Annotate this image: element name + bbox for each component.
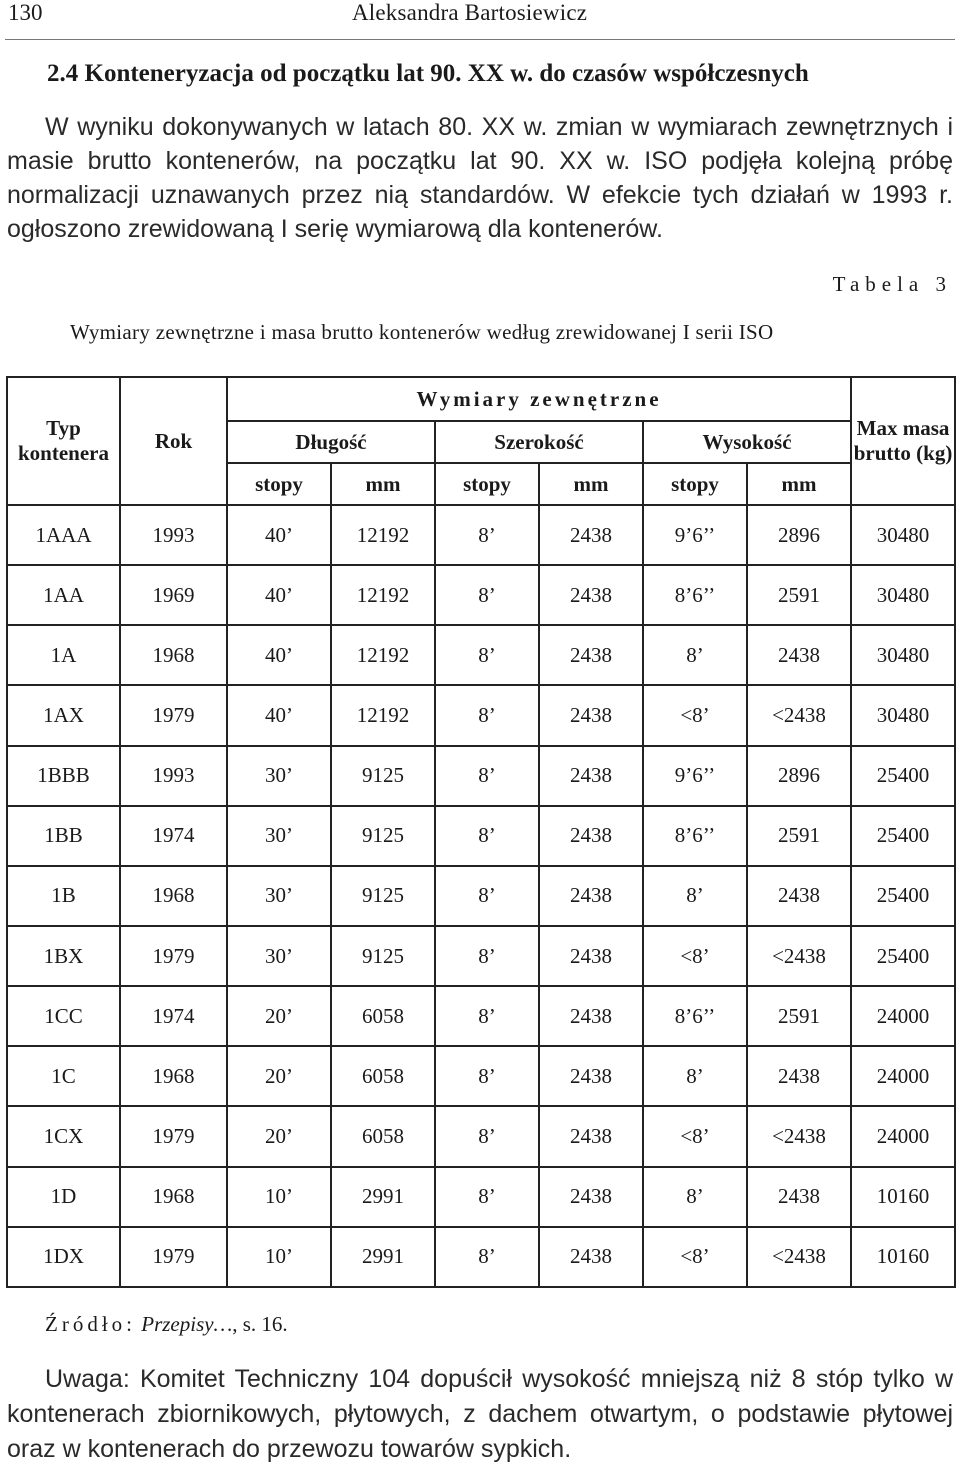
table-cell: 24000 bbox=[851, 1106, 955, 1166]
table-cell: <2438 bbox=[747, 926, 851, 986]
table-row bbox=[7, 806, 955, 866]
header-year: Rok bbox=[120, 377, 227, 505]
table-cell: 2438 bbox=[539, 926, 643, 986]
table-cell: 1AX bbox=[7, 685, 120, 745]
table-cell: 40’ bbox=[227, 565, 331, 625]
table-cell: 2438 bbox=[747, 625, 851, 685]
table-cell: 12192 bbox=[331, 685, 435, 745]
header-dimensions-group: Wymiary zewnętrzne bbox=[227, 377, 851, 421]
header-width: Szerokość bbox=[435, 421, 643, 463]
table-cell: 8’ bbox=[435, 685, 539, 745]
source-title: Przepisy… bbox=[141, 1312, 233, 1336]
table-note: Uwaga: Komitet Techniczny 104 dopuścił wysokość mniejszą niż 8 stóp tylko w kontenerach zbiornikowych, płytowych, z dachem otwartym, o podstawie płytowej oraz w kontenerach do przewozu towarów sypkich. bbox=[7, 1365, 953, 1463]
table-cell: 1974 bbox=[120, 806, 227, 866]
table-cell: 9’6’’ bbox=[643, 746, 747, 806]
table-cell: <8’ bbox=[643, 685, 747, 745]
table-cell: 1979 bbox=[120, 1106, 227, 1166]
table-cell: <8’ bbox=[643, 1106, 747, 1166]
table-cell: 1968 bbox=[120, 866, 227, 926]
table-cell: 25400 bbox=[851, 866, 955, 926]
table-row bbox=[7, 1167, 955, 1227]
table-cell: 2591 bbox=[747, 565, 851, 625]
table-cell: 12192 bbox=[331, 505, 435, 565]
table-cell: 6058 bbox=[331, 1046, 435, 1106]
table-cell: 25400 bbox=[851, 806, 955, 866]
table-cell: 1993 bbox=[120, 746, 227, 806]
table-cell: 25400 bbox=[851, 926, 955, 986]
table-cell: 8’ bbox=[435, 1046, 539, 1106]
table-cell: 2438 bbox=[539, 866, 643, 926]
table-cell: 9’6’’ bbox=[643, 505, 747, 565]
header-length: Długość bbox=[227, 421, 435, 463]
table-cell: 8’ bbox=[435, 1106, 539, 1166]
table-cell: 8’ bbox=[435, 746, 539, 806]
table-row bbox=[7, 1106, 955, 1166]
running-head-author: Aleksandra Bartosiewicz bbox=[352, 0, 588, 25]
table-cell: 1AA bbox=[7, 565, 120, 625]
table-cell: 2991 bbox=[331, 1227, 435, 1287]
table-cell: 1968 bbox=[120, 625, 227, 685]
table-cell: 8’ bbox=[643, 866, 747, 926]
table-cell: 8’ bbox=[435, 505, 539, 565]
table-row bbox=[7, 926, 955, 986]
header-rule bbox=[5, 39, 955, 40]
table-source bbox=[45, 1312, 288, 1337]
table-cell: 1AAA bbox=[7, 505, 120, 565]
dimensions-table bbox=[6, 376, 956, 1288]
table-cell: 10160 bbox=[851, 1167, 955, 1227]
table-cell: 2438 bbox=[539, 1106, 643, 1166]
table-cell: 1979 bbox=[120, 685, 227, 745]
table-row bbox=[7, 986, 955, 1046]
table-row bbox=[7, 866, 955, 926]
table-cell: 8’ bbox=[435, 565, 539, 625]
table-cell: 8’ bbox=[643, 1046, 747, 1106]
table-cell: 25400 bbox=[851, 746, 955, 806]
table-cell: 9125 bbox=[331, 866, 435, 926]
table-cell: 2438 bbox=[539, 1227, 643, 1287]
table-cell: 2438 bbox=[747, 1046, 851, 1106]
table-cell: 8’ bbox=[435, 806, 539, 866]
table-cell: 30’ bbox=[227, 746, 331, 806]
table-cell: 1B bbox=[7, 866, 120, 926]
table-cell: 1979 bbox=[120, 1227, 227, 1287]
table-cell: 6058 bbox=[331, 986, 435, 1046]
section-heading: 2.4 Konteneryzacja od początku lat 90. XX w. do czasów współczesnych bbox=[47, 60, 809, 87]
table-row bbox=[7, 625, 955, 685]
table-cell: 9125 bbox=[331, 746, 435, 806]
table-cell: 2438 bbox=[747, 1167, 851, 1227]
table-cell: 1BB bbox=[7, 806, 120, 866]
table-cell: 8’ bbox=[435, 625, 539, 685]
table-cell: 2438 bbox=[539, 685, 643, 745]
table-cell: 2438 bbox=[539, 806, 643, 866]
source-page: , s. 16. bbox=[232, 1312, 288, 1336]
table-cell: 2438 bbox=[539, 1046, 643, 1106]
table-label: Tabela 3 bbox=[832, 272, 952, 296]
header-height: Wysokość bbox=[643, 421, 851, 463]
table-cell: <2438 bbox=[747, 1106, 851, 1166]
table-cell: 2438 bbox=[539, 746, 643, 806]
table-row bbox=[7, 1046, 955, 1106]
table-cell: 8’6’’ bbox=[643, 986, 747, 1046]
table-cell: 30480 bbox=[851, 565, 955, 625]
unit-length-mm: mm bbox=[331, 463, 435, 505]
table-cell: 24000 bbox=[851, 986, 955, 1046]
table-cell: 8’ bbox=[435, 926, 539, 986]
table-cell: 1C bbox=[7, 1046, 120, 1106]
table-caption: Wymiary zewnętrzne i masa brutto kontenerów według zrewidowanej I serii ISO bbox=[70, 320, 774, 344]
table-cell: 1993 bbox=[120, 505, 227, 565]
table-cell: 20’ bbox=[227, 986, 331, 1046]
table-cell: 1BBB bbox=[7, 746, 120, 806]
table-cell: 1BX bbox=[7, 926, 120, 986]
table-cell: <2438 bbox=[747, 685, 851, 745]
table-cell: 30’ bbox=[227, 806, 331, 866]
table-cell: 40’ bbox=[227, 685, 331, 745]
table-cell: 30480 bbox=[851, 685, 955, 745]
table-cell: 1968 bbox=[120, 1167, 227, 1227]
table-cell: 10’ bbox=[227, 1227, 331, 1287]
table-cell: 1969 bbox=[120, 565, 227, 625]
table-cell: 24000 bbox=[851, 1046, 955, 1106]
table-row bbox=[7, 746, 955, 806]
table-cell: 1A bbox=[7, 625, 120, 685]
page-number: 130 bbox=[8, 0, 43, 25]
header-type: Typ kontenera bbox=[7, 377, 120, 505]
table-cell: 40’ bbox=[227, 625, 331, 685]
table-cell: 1974 bbox=[120, 986, 227, 1046]
table-cell: 12192 bbox=[331, 565, 435, 625]
table-cell: 8’ bbox=[643, 1167, 747, 1227]
table-cell: 20’ bbox=[227, 1106, 331, 1166]
table-cell: 6058 bbox=[331, 1106, 435, 1166]
table-cell: 8’6’’ bbox=[643, 806, 747, 866]
table-cell: 1CC bbox=[7, 986, 120, 1046]
unit-width-ft: stopy bbox=[435, 463, 539, 505]
table-cell: 30’ bbox=[227, 866, 331, 926]
table-cell: 1979 bbox=[120, 926, 227, 986]
header-max-mass: Max masa brutto (kg) bbox=[851, 377, 955, 505]
table-cell: 12192 bbox=[331, 625, 435, 685]
table-cell: 20’ bbox=[227, 1046, 331, 1106]
table-row bbox=[7, 1227, 955, 1287]
table-cell: 10’ bbox=[227, 1167, 331, 1227]
table-cell: 30480 bbox=[851, 505, 955, 565]
body-paragraph: W wyniku dokonywanych w latach 80. XX w. zmian w wymiarach zewnętrznych i masie brutto kontenerów, na początku lat 90. XX w. ISO podjęła kolejną próbę normalizacji uznawanych przez nią standardów. W efekcie tych działań w 1993 r. ogłoszono zrewidowaną I serię wymiarową dla kontenerów. bbox=[7, 113, 953, 243]
table-cell: 2438 bbox=[539, 986, 643, 1046]
unit-width-mm: mm bbox=[539, 463, 643, 505]
table-cell: 8’ bbox=[643, 625, 747, 685]
table-cell: 1968 bbox=[120, 1046, 227, 1106]
table-cell: 8’6’’ bbox=[643, 565, 747, 625]
unit-height-ft: stopy bbox=[643, 463, 747, 505]
table-cell: <8’ bbox=[643, 1227, 747, 1287]
table-cell: 30’ bbox=[227, 926, 331, 986]
table-cell: 30480 bbox=[851, 625, 955, 685]
table-cell: 2591 bbox=[747, 986, 851, 1046]
table-cell: 2896 bbox=[747, 746, 851, 806]
table-cell: 2896 bbox=[747, 505, 851, 565]
table-cell: 2438 bbox=[747, 866, 851, 926]
table-cell: 2438 bbox=[539, 625, 643, 685]
table-cell: 2991 bbox=[331, 1167, 435, 1227]
table-row bbox=[7, 505, 955, 565]
table-cell: 1CX bbox=[7, 1106, 120, 1166]
table-cell: 1DX bbox=[7, 1227, 120, 1287]
table-cell: 2438 bbox=[539, 1167, 643, 1227]
table-cell: 9125 bbox=[331, 926, 435, 986]
table-cell: 9125 bbox=[331, 806, 435, 866]
table-cell: 40’ bbox=[227, 505, 331, 565]
table-cell: 2438 bbox=[539, 565, 643, 625]
table-cell: <8’ bbox=[643, 926, 747, 986]
source-label: Źródło: bbox=[45, 1312, 136, 1336]
table-row bbox=[7, 685, 955, 745]
table-cell: 2591 bbox=[747, 806, 851, 866]
table-cell: <2438 bbox=[747, 1227, 851, 1287]
table-cell: 2438 bbox=[539, 505, 643, 565]
unit-height-mm: mm bbox=[747, 463, 851, 505]
table-cell: 8’ bbox=[435, 1167, 539, 1227]
table-cell: 8’ bbox=[435, 1227, 539, 1287]
table-cell: 8’ bbox=[435, 986, 539, 1046]
table-row bbox=[7, 565, 955, 625]
table-cell: 10160 bbox=[851, 1227, 955, 1287]
table-cell: 1D bbox=[7, 1167, 120, 1227]
table-cell: 8’ bbox=[435, 866, 539, 926]
unit-length-ft: stopy bbox=[227, 463, 331, 505]
